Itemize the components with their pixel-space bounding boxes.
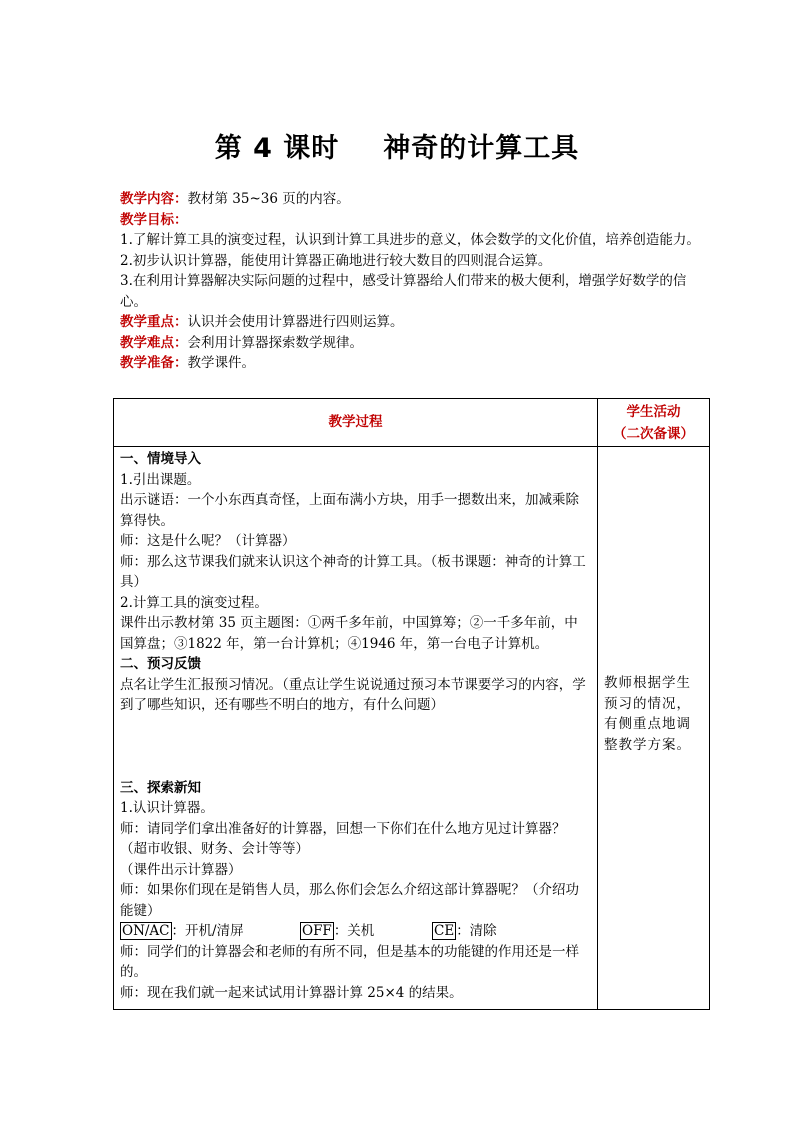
calculator-keys — [120, 921, 591, 942]
on-ac-key: ON/AC — [122, 923, 170, 939]
text-line: 师：那么这节课我们就来认识这个神奇的计算工具。（板书课题：神奇的计算工具） — [120, 553, 586, 590]
text-line: 师：现在我们就一起来试试用计算器计算 25×4 的结果。 — [120, 984, 463, 1001]
activity-header — [598, 399, 710, 447]
content-text: 教材第 35~36 页的内容。 — [187, 191, 350, 207]
goal-item: 3.在利用计算器解决实际问题的过程中，感受计算器给人们带来的极大便利，增强学好数学的信心。 — [120, 273, 687, 310]
key-on-ac-item — [120, 921, 300, 942]
text-line: 2.计算工具的演变过程。 — [120, 594, 268, 611]
lesson-table — [113, 398, 710, 1010]
lesson-number: 第 4 课时 — [214, 133, 340, 164]
key-ce-item — [432, 922, 497, 940]
text-line: （课件出示计算器） — [120, 861, 242, 878]
activity-header-line2: （二次备课） — [613, 425, 694, 442]
difficulty-row — [120, 333, 700, 354]
difficulty-label: 教学难点： — [120, 334, 188, 351]
off-desc: ：关机 — [333, 923, 375, 939]
page-title — [0, 126, 794, 165]
ce-desc: ：清除 — [456, 923, 497, 939]
teacher-note: 教师根据学生预习的情况，有侧重点地调整教学方案。 — [604, 675, 691, 753]
prep-text: 教学课件。 — [187, 355, 255, 371]
prep-row — [120, 353, 700, 374]
activity-cell — [598, 447, 710, 1010]
process-cell — [114, 447, 598, 1010]
text-line: 师：同学们的计算器会和老师的有所不同，但是基本的功能键的作用还是一样的。 — [120, 943, 579, 980]
activity-header-line1: 学生活动 — [626, 403, 681, 420]
text-line: 1.认识计算器。 — [120, 800, 214, 816]
section-title: 一、情境导入 — [120, 451, 201, 467]
text-line: 师：请同学们拿出准备好的计算器，回想一下你们在什么地方见过计算器？（超市收银、财务、会计等等） — [120, 820, 566, 857]
text-line: 出示谜语：一个小东西真奇怪，上面布满小方块，用手一摁数出来，加减乘除算得快。 — [120, 492, 579, 529]
goals-label: 教学目标： — [120, 211, 188, 228]
text-line: 点名让学生汇报预习情况。（重点让学生说说通过预习本节课要学习的内容，学到了哪些知识，还有哪些不明白的地方，有什么问题） — [120, 676, 586, 713]
difficulty-text: 会利用计算器探索数学规律。 — [187, 334, 363, 351]
table-header-row — [114, 399, 710, 447]
section-title: 二、预习反馈 — [120, 656, 201, 672]
process-header: 教学过程 — [114, 399, 598, 447]
key-label: 教学重点： — [120, 314, 188, 330]
lesson-meta — [120, 189, 700, 374]
prep-label: 教学准备： — [120, 355, 188, 371]
content-row — [120, 189, 700, 210]
text-line: 师：这是什么呢？（计算器） — [120, 533, 296, 549]
key-text: 认识并会使用计算器进行四则运算。 — [187, 314, 404, 330]
key-row — [120, 312, 700, 333]
content-label: 教学内容： — [120, 191, 188, 207]
text-line: 1.引出课题。 — [120, 471, 201, 488]
key-off-item — [300, 921, 432, 942]
text-line: 课件出示教材第 35 页主题图：①两千多年前，中国算筹；②一千多年前，中国算盘；③1822 年，第一台计算机；④1946 年，第一台电子计算机。 — [120, 615, 578, 652]
on-ac-desc: ：开机/清屏 — [171, 923, 244, 939]
goals-row — [120, 210, 700, 231]
section-title: 三、探索新知 — [120, 779, 201, 796]
lesson-name: 神奇的计算工具 — [383, 133, 580, 164]
text-line: 师：如果你们现在是销售人员，那么你们会怎么介绍这部计算器呢？（介绍功能键） — [120, 882, 579, 919]
spacer — [120, 716, 591, 778]
ce-key: CE — [434, 923, 455, 939]
goal-item: 1.了解计算工具的演变过程，认识到计算工具进步的意义，体会数学的文化价值，培养创造能力。 — [120, 232, 700, 248]
table-body-row — [114, 447, 710, 1010]
goal-item: 2.初步认识计算器，能使用计算器正确地进行较大数目的四则混合运算。 — [120, 252, 552, 269]
off-key: OFF — [302, 923, 332, 939]
